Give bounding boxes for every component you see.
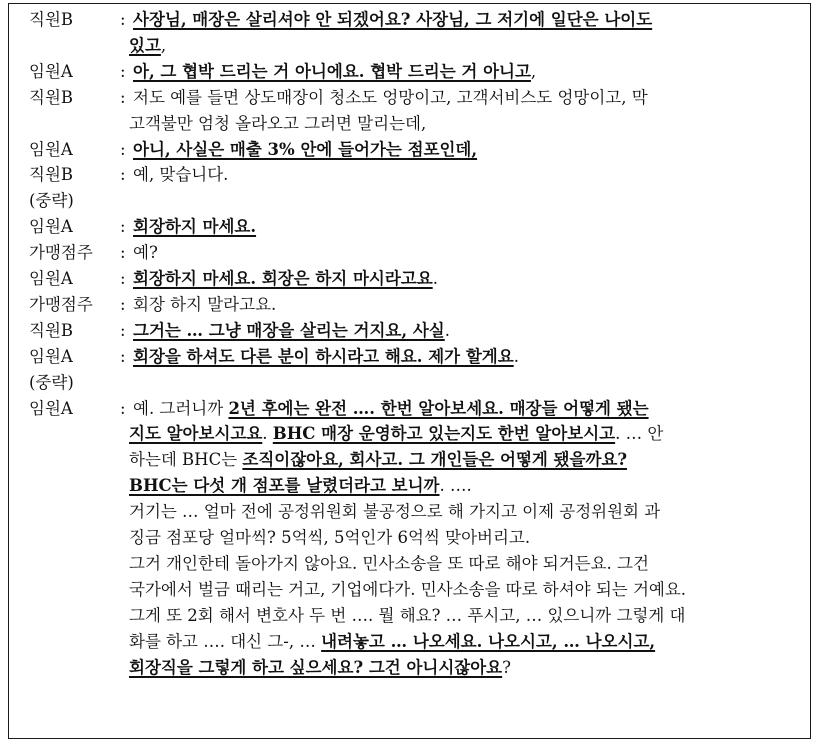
transcript-line [9,111,810,137]
emphasized-text: 2년 후에는 완전 …. 한번 알아보세요. 매장들 어떻게 됐는 [228,398,649,418]
transcript-line [9,473,810,499]
transcript-line [9,370,810,396]
speaker-colon: : [120,217,126,237]
emphasized-text: BHC는 다섯 개 점포를 날렸더라고 보니까 [129,476,440,496]
utterance-text [133,266,438,292]
transcript-line [9,59,810,85]
utterance-text [129,577,686,603]
utterance-text [129,551,649,577]
plain-text: , [160,35,167,55]
utterance-text [133,137,477,163]
utterance-text [133,292,276,318]
emphasized-text: 회장직을 그렇게 하고 싶으세요? 그건 아니시잖아요 [129,657,503,677]
transcript-line [9,292,810,318]
transcript-line [9,318,810,344]
emphasized-text: 있고 [129,35,161,55]
emphasized-text: 지도 알아보시고요 [129,424,263,444]
transcript-line [9,525,810,551]
utterance-text [133,162,228,188]
transcript-line [9,603,810,629]
utterance-text [129,33,166,59]
utterance-text [133,85,648,111]
utterance-text [133,344,519,370]
plain-text: , [530,61,537,81]
speaker-label: 임원A [29,217,73,237]
utterance-text [133,396,649,422]
transcript-line [9,266,810,292]
speaker-colon: : [120,165,126,185]
utterance-text [129,655,511,681]
transcript-line [9,137,810,163]
speaker-label: 직원B [29,87,74,107]
speaker-label: (중략) [29,372,74,392]
transcript-line [9,655,810,681]
emphasized-text: 조직이잖아요, 회사고. 그 개인들은 어떻게 됐을까요? [242,450,627,470]
plain-text: 고객불만 엄청 올라오고 그러면 말리는데, [129,113,427,133]
plain-text: 예? [133,243,158,263]
speaker-colon: : [120,243,126,263]
emphasized-text: 아, 그 협박 드리는 거 아니에요. 협박 드리는 거 아니고 [133,61,531,81]
utterance-text [129,421,663,447]
utterance-text [129,447,627,473]
transcript-line [9,577,810,603]
transcript-frame [8,3,811,739]
plain-text: 예, 맞습니다. [133,165,229,185]
emphasized-text: 회장하지 마세요. [133,217,257,237]
utterance-text [129,525,530,551]
plain-text: 하는데 BHC는 [129,450,243,470]
speaker-colon: : [120,294,126,314]
emphasized-text: 회장하지 마세요. 회장은 하지 마시라고요 [133,269,433,288]
speaker-colon: : [120,87,126,107]
plain-text: 회장 하지 말라고요. [133,294,277,314]
plain-text: 저도 예를 들면 상도매장이 청소도 엉망이고, 고객서비스도 엉망이고, 막 [133,87,648,107]
utterance-text [133,240,158,266]
transcript-line [9,85,810,111]
transcript-line [9,162,810,188]
transcript-line [9,396,810,422]
plain-text: ? [502,657,511,677]
plain-text: 거기는 … 얼마 전에 공정위원회 불공정으로 해 가지고 이제 공정위원회 과 [129,502,661,522]
speaker-colon: : [120,320,126,340]
plain-text: 그거 개인한테 돌아가지 않아요. 민사소송을 또 따로 해야 되거든요. 그건 [129,553,649,573]
emphasized-text: 회장을 하셔도 다른 분이 하시라고 해요. 제가 할게요 [133,346,514,366]
speaker-label: 가맹점주 [29,294,93,314]
transcript-line [9,551,810,577]
utterance-text [129,111,426,137]
speaker-label: 임원A [29,346,73,366]
transcript-line [9,188,810,214]
speaker-label: 임원A [29,398,73,418]
speaker-colon: : [120,10,126,29]
plain-text: . … 안 [615,424,664,444]
transcript-line [9,629,810,655]
speaker-colon: : [120,398,126,418]
plain-text: . …. [439,476,472,496]
utterance-text [129,473,472,499]
transcript-line [9,447,810,473]
utterance-text [129,603,685,629]
speaker-label: (중략) [29,191,74,211]
emphasized-text: 사장님, 매장은 살리셔야 안 되겠어요? 사장님, 그 저기에 일단은 나이도 [133,10,653,29]
plain-text: . [262,424,273,444]
speaker-label: 가맹점주 [29,243,93,263]
plain-text: . [444,320,450,340]
plain-text: 화를 하고 …. 대신 그-, … [129,631,322,651]
plain-text: 그게 또 2회 해서 변호사 두 번 …. 뭘 해요? … 푸시고, … 있으니까 그렇게 대 [129,605,686,625]
transcript-line [9,344,810,370]
plain-text: 예. 그러니까 [133,398,229,418]
utterance-text [133,59,536,85]
transcript-line [9,240,810,266]
plain-text: 국가에서 벌금 때리는 거고, 기업에다가. 민사소송을 따로 하셔야 되는 거예요. [129,579,687,599]
speaker-colon: : [120,139,126,159]
utterance-text [129,499,660,525]
utterance-text [133,318,450,344]
utterance-text [133,214,256,240]
emphasized-text: 아니, 사실은 매출 3% 안에 들어가는 점포인데, [133,139,478,159]
speaker-label: 임원A [29,139,73,159]
speaker-label: 임원A [29,61,73,81]
emphasized-text: BHC 매장 운영하고 있는지도 한번 알아보시고 [272,424,616,444]
speaker-label: 임원A [29,269,73,288]
speaker-label: 직원B [29,320,74,340]
transcript-line [9,33,810,59]
speaker-colon: : [120,61,126,81]
transcript-line [9,499,810,525]
plain-text: . [513,346,519,366]
plain-text: . [432,269,438,288]
utterance-text [129,629,655,655]
transcript-line [9,214,810,240]
transcript-line [9,7,810,33]
utterance-text [133,7,652,33]
speaker-label: 직원B [29,165,74,185]
speaker-label: 직원B [29,10,74,29]
speaker-colon: : [120,269,126,288]
emphasized-text: 그거는 … 그냥 매장을 살리는 거지요, 사실 [133,320,445,340]
emphasized-text: 내려놓고 … 나오세요. 나오시고, … 나오시고, [321,631,656,651]
transcript-line [9,421,810,447]
speaker-colon: : [120,346,126,366]
plain-text: 징금 점포당 얼마씩? 5억씩, 5억인가 6억씩 맞아버리고. [129,528,531,547]
